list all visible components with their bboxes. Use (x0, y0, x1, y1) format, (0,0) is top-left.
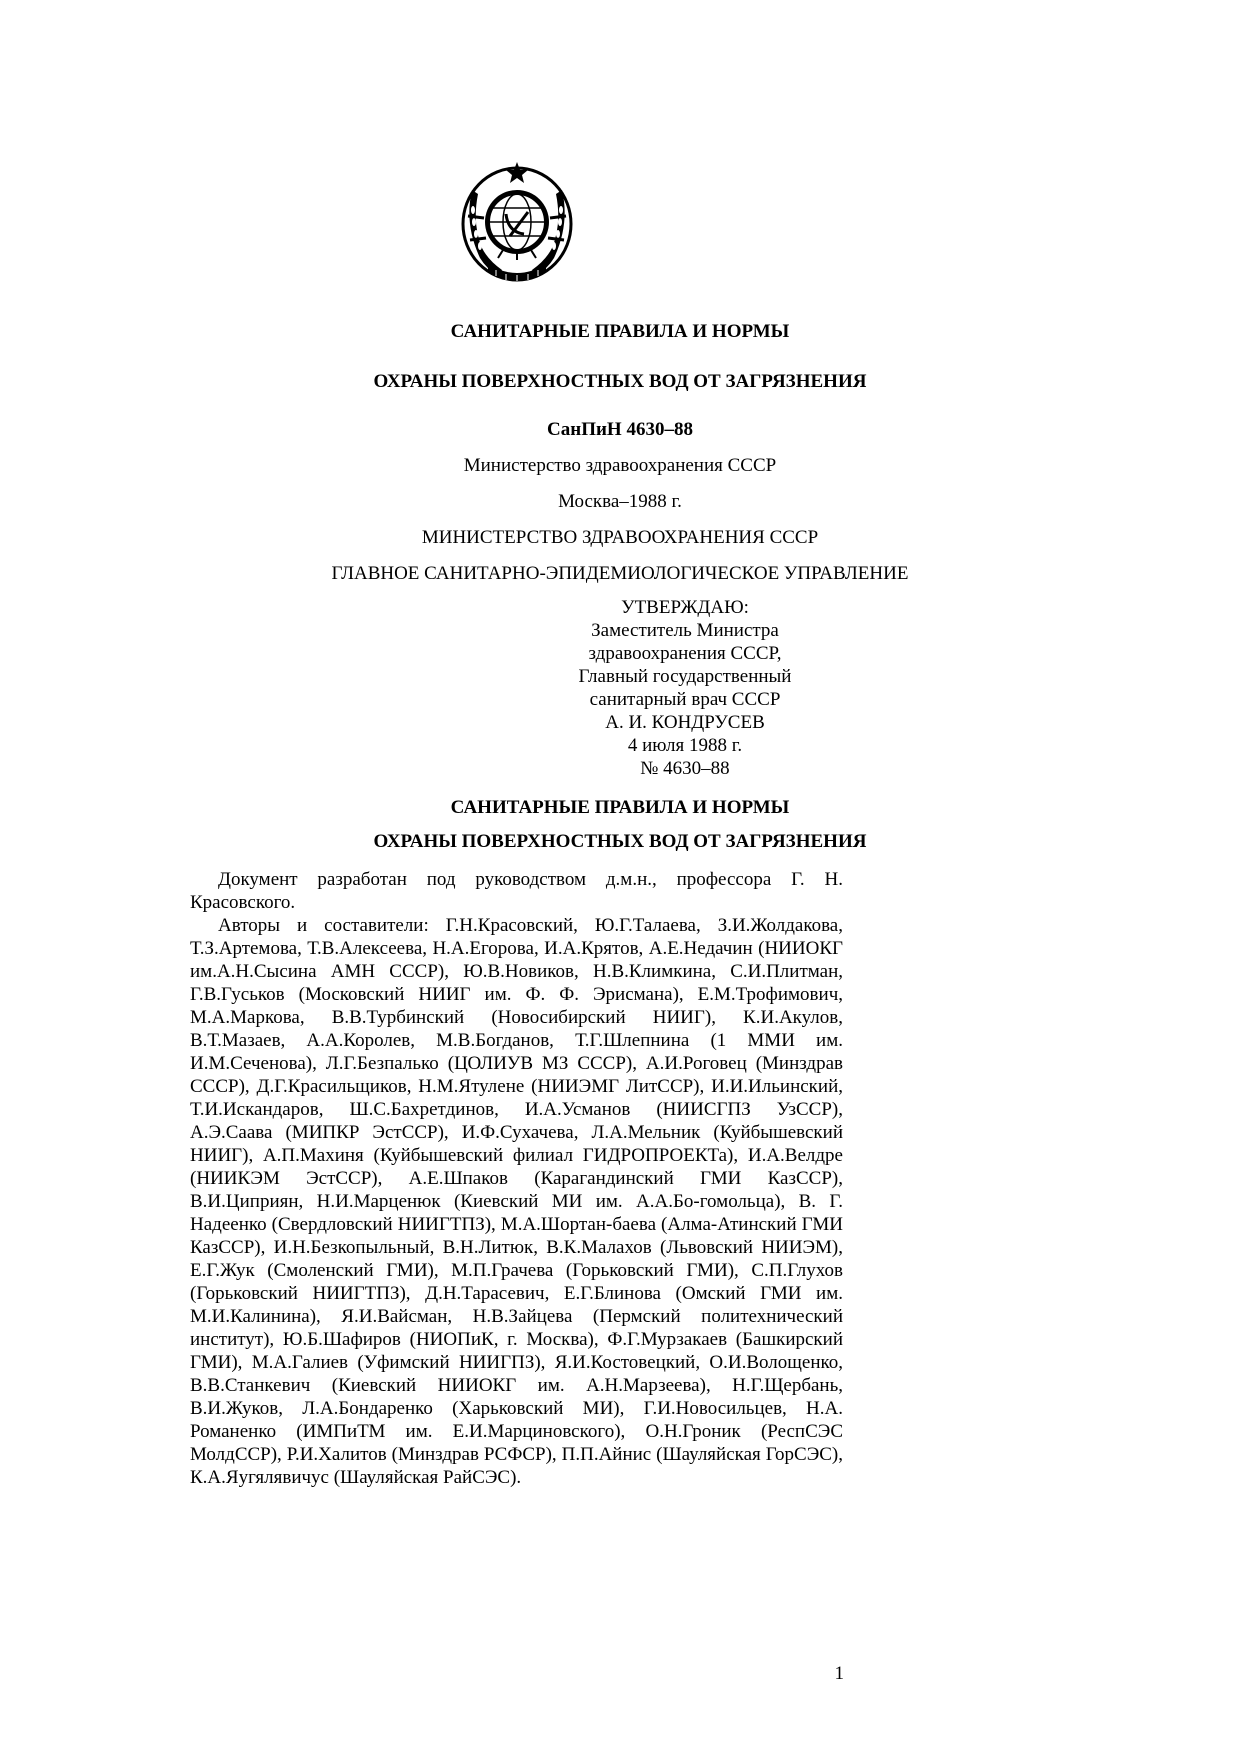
city-year-line: Москва–1988 г. (558, 491, 682, 512)
document-title-line1: САНИТАРНЫЕ ПРАВИЛА И НОРМЫ (450, 321, 790, 342)
body-paragraph-authors: Авторы и составители: Г.Н.Красовский, Ю.Г.Талаева, З.И.Жолдакова, Т.З.Артемова, Т.В.Алексеева, Н.А.Егорова, И.А.Крятов, А.Е.Недачин (НИИОКГ им.А.Н.Сысина АМН СССР), Ю.В.Новиков, Н.В.Климкина, С.И.Плитман, Г.В.Гуськов (Московский НИИГ им. Ф. Ф. Эрисмана), Е.М.Трофимович, М.А.Маркова, В.В.Турбинский (Новосибирский НИИГ), К.И.Акулов, В.Т.Мазаев, А.А.Королев, М.В.Богданов, Т.Г.Шлепнина (1 ММИ им. И.М.Сеченова), Л.Г.Безпалько (ЦОЛИУВ МЗ СССР), А.И.Роговец (Минздрав СССР), Д.Г.Красильщиков, Н.М.Ятулене (НИИЭМГ ЛитССР), И.И.Ильинский, Т.И.Искандаров, Ш.С.Бахретдинов, И.А.Усманов (НИИСГПЗ УзССР), А.Э.Саава (МИПКР ЭстССР), И.Ф.Сухачева, Л.А.Мельник (Куйбышевский НИИГ), А.П.Махиня (Куйбышевский филиал ГИДРОПРОЕКТа), И.А.Велдре (НИИКЭМ ЭстССР), А.Е.Шпаков (Карагандинский ГМИ КазССР), В.И.Циприян, Н.И.Марценюк (Киевский МИ им. А.А.Бо-гомольца), В. Г. Надеенко (Свердловский НИИГТПЗ), М.А.Шортан-баева (Алма-Атинский ГМИ КазССР), И.Н.Безкопыльный, В.Н.Литюк, В.К.Малахов (Львовский НИИЭМ), Е.Г.Жук (Смоленский ГМИ), М.П.Грачева (Горьковский ГМИ), С.П.Глухов (Горьковский НИИГТПЗ), Д.Н.Тарасевич, Е.Г.Блинова (Омский ГМИ им. М.И.Калинина), Я.И.Вайсман, Н.В.Зайцева (Пермский политехнический институт), Ю.Б.Шафиров (НИОПиК, г. Москва), Ф.Г.Мурзакаев (Башкирский ГМИ), М.А.Галиев (Уфимский НИИГПЗ), Я.И.Костовецкий, О.И.Волощенко, В.В.Станкевич (Киевский НИИОКГ им. А.Н.Марзеева), Н.Г.Щербань, В.И.Жуков, Л.А.Бондаренко (Харьковский МИ), Г.И.Новосильцев, Н.А. Романенко (ИМПиТМ им. Е.И.Марциновского), О.Н.Гроник (РеспСЭС МолдССР), Р.И.Халитов (Минздрав РСФСР), П.П.Айнис (Шауляйская ГорСЭС), К.А.Яугялявичус (Шауляйская РайСЭС). (190, 915, 843, 1488)
approval-date: 4 июля 1988 г. (627, 735, 743, 756)
approval-line: Заместитель Министра (591, 620, 779, 641)
ministry-line: МИНИСТЕРСТВО ЗДРАВООХРАНЕНИЯ СССР (421, 527, 819, 548)
ussr-coat-of-arms-icon (458, 160, 576, 284)
approval-line: санитарный врач СССР (589, 689, 781, 710)
body-paragraph: Документ разработан под руководством д.м.н., профессора Г. Н. Красовского. (190, 869, 843, 913)
approval-number: № 4630–88 (640, 758, 730, 779)
document-code: СанПиН 4630–88 (547, 419, 693, 440)
publisher-line: Министерство здравоохранения СССР (463, 455, 777, 476)
department-line: ГЛАВНОЕ САНИТАРНО-ЭПИДЕМИОЛОГИЧЕСКОЕ УПРАВЛЕНИЕ (331, 563, 909, 584)
approval-signatory: А. И. КОНДРУСЕВ (605, 712, 765, 733)
body-text (190, 868, 843, 1489)
approval-line: УТВЕРЖДАЮ: (621, 597, 749, 618)
document-title-line2: ОХРАНЫ ПОВЕРХНОСТНЫХ ВОД ОТ ЗАГРЯЗНЕНИЯ (373, 371, 867, 392)
approval-block (560, 596, 810, 780)
section-title-line1: САНИТАРНЫЕ ПРАВИЛА И НОРМЫ (450, 797, 790, 818)
section-title-line2: ОХРАНЫ ПОВЕРХНОСТНЫХ ВОД ОТ ЗАГРЯЗНЕНИЯ (373, 831, 867, 852)
page-number: 1 (834, 1663, 844, 1684)
approval-line: здравоохранения СССР, (588, 643, 782, 664)
approval-line: Главный государственный (578, 666, 792, 687)
